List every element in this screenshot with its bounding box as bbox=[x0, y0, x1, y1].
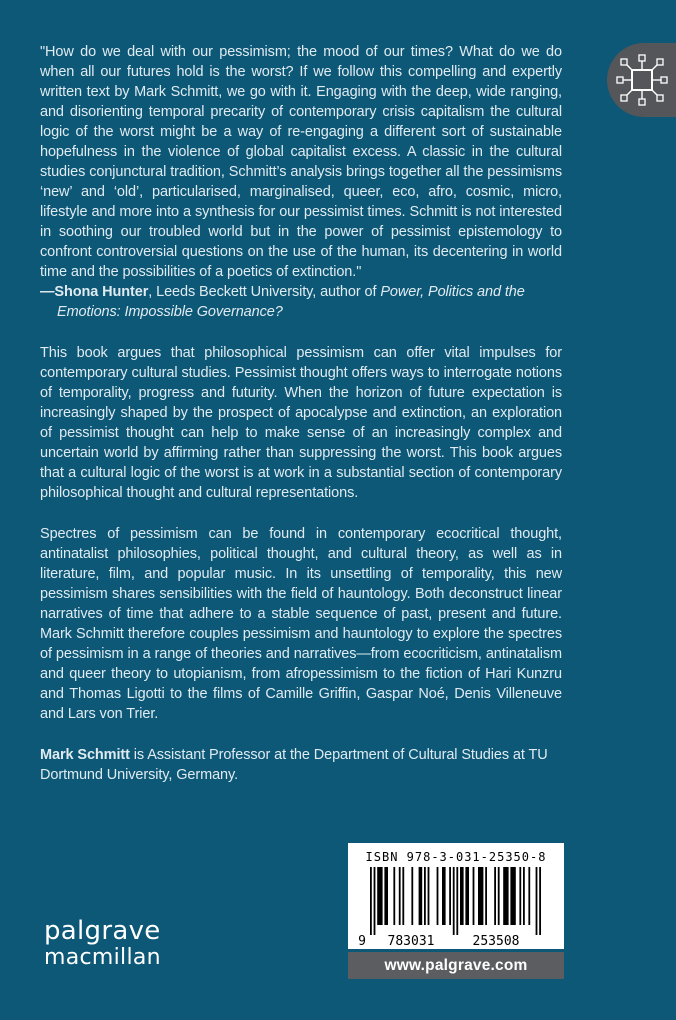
author-bio-text: is Assistant Professor at the Department of Cultural Studies at TU Dortmund University, Germany. bbox=[40, 747, 548, 783]
ean-digit-group-3: 253508 bbox=[472, 934, 520, 947]
barcode-block bbox=[348, 843, 564, 979]
publisher-website-bar bbox=[348, 952, 564, 979]
website-url: www.palgrave.com bbox=[384, 957, 528, 974]
isbn-label: ISBN 978-3-031-25350-8 bbox=[365, 850, 547, 864]
endorsement-quote: "How do we deal with our pessimism; the mood of our times? What do we do when all our futures hold is the worst? If we follow this compelling and expertly written text by Mark Schmitt, we go with it. Engaging with the deep, wide ranging, and disorienting temporal precarity of contemporary crisis capitalism the cultural logic of the worst might be a way of re-engaging a different sort of sustainable hopefulness in the violence of global capitalist excess. A classic in the cultural studies conjunctural tradition, Schmitt’s analysis brings together all the pessimisms ‘new’ and ‘old’, particularised, marginalised, queer, eco, afro, cosmic, micro, lifestyle and more into a synthesis for our pessimist times. Schmitt is not interested in soothing our troubled world but in the power of pessimist epistemology to confront controversial questions on the use of the human, its decentering in world time and the possibilities of a poetics of extinction." bbox=[40, 44, 562, 280]
synopsis-paragraph-1: This book argues that philosophical pessimism can offer vital impulses for contemporary cultural studies. Pessimist thought offers ways to interrogate notions of temporality, progress and futurity. When the horizon of future expectation is increasingly shaped by the prospect of apocalypse and extinction, an exploration of pessimist thought can help to make sense of an increasingly complex and uncertain world by affirming rather than suppressing the worst. This book argues that a cultural logic of the worst is at work in a substantial section of contemporary philosophical thought and cultural representations. bbox=[40, 345, 562, 501]
logo-macmillan: macmillan bbox=[44, 945, 161, 970]
author-bio bbox=[40, 745, 562, 785]
isbn-barcode bbox=[348, 843, 564, 949]
logo-palgrave: palgrave bbox=[44, 916, 161, 946]
ean-digit-group-1: 9 bbox=[358, 934, 366, 947]
publisher-corner-tab bbox=[607, 43, 676, 117]
back-cover-text bbox=[40, 42, 562, 806]
endorser-work-title: Power, Politics and the Emotions: Impossible Governance? bbox=[57, 284, 525, 320]
ean13-barcode bbox=[358, 867, 554, 947]
endorser-name: —Shona Hunter bbox=[40, 284, 149, 300]
endorser-affiliation: , Leeds Beckett University, author of bbox=[148, 284, 381, 300]
ean-digit-group-2: 783031 bbox=[387, 934, 435, 947]
endorsement-attribution bbox=[40, 282, 562, 322]
network-node-icon bbox=[616, 54, 668, 106]
author-name: Mark Schmitt bbox=[40, 747, 130, 763]
palgrave-macmillan-logo bbox=[44, 916, 161, 970]
synopsis-paragraph-2: Spectres of pessimism can be found in contemporary ecocritical thought, antinatalist philosophies, political thought, and cultural theory, as well as in literature, film, and popular music. In its unsettling of temporality, this new pessimism shares sensibilities with the field of hauntology. Both deconstruct linear narratives of time that adhere to a stable sequence of past, present and future. Mark Schmitt therefore couples pessimism and hauntology to explore the spectres of pessimism in a range of theories and narratives—from ecocriticism, antinatalism and queer theory to utopianism, from afropessimism to the fiction of Hari Kunzru and Thomas Ligotti to the films of Camille Griffin, Gaspar Noé, Denis Villeneuve and Lars von Trier. bbox=[40, 526, 562, 722]
